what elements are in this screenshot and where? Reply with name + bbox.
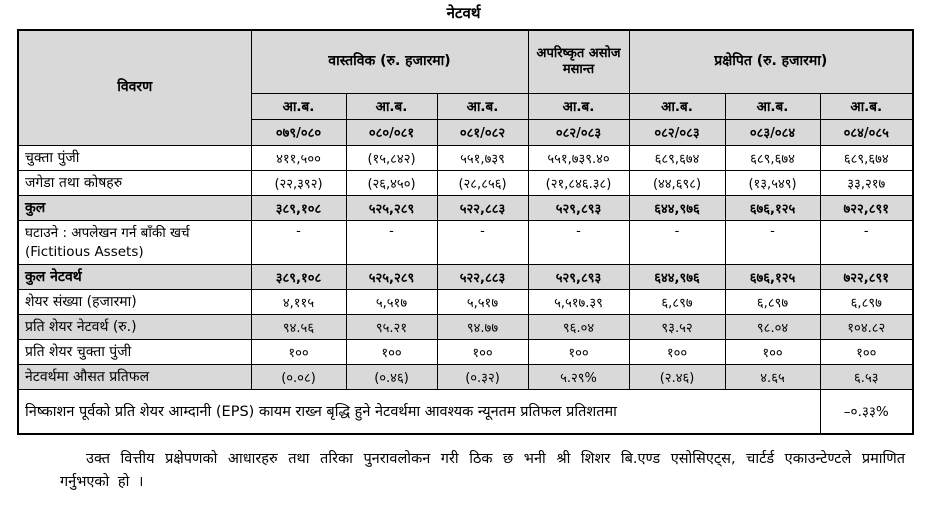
cell: (२२,३९२) bbox=[251, 170, 346, 195]
fy-label: आ.ब. bbox=[725, 93, 820, 119]
cell: १०० bbox=[725, 339, 820, 364]
cell: ५२५,२८९ bbox=[346, 264, 437, 289]
cell: - bbox=[629, 220, 725, 264]
table-header bbox=[18, 30, 913, 145]
row-label: कुल bbox=[18, 195, 251, 220]
cell: ५,५१७ bbox=[346, 289, 437, 314]
row-label: शेयर संख्या (हजारमा) bbox=[18, 289, 251, 314]
cell: ५,५१७ bbox=[437, 289, 528, 314]
cell: १०० bbox=[437, 339, 528, 364]
cell: ९५.२१ bbox=[346, 314, 437, 339]
fy-year: ०७९/०८० bbox=[251, 119, 346, 145]
cell: ४११,५०० bbox=[251, 145, 346, 170]
cell: (४४,६९८) bbox=[629, 170, 725, 195]
cell: ७२२,८९१ bbox=[820, 264, 913, 289]
table-row-reserves bbox=[18, 170, 913, 195]
cell: ५२२,८८३ bbox=[437, 264, 528, 289]
cell: - bbox=[251, 220, 346, 264]
row-label: कुल नेटवर्थ bbox=[18, 264, 251, 289]
cell: (०.३२) bbox=[437, 364, 528, 389]
networth-table bbox=[17, 29, 914, 435]
column-group-unaudited: अपरिष्कृत असोज मसान्त bbox=[528, 30, 629, 93]
cell: ३८९,१०८ bbox=[251, 195, 346, 220]
fy-year: ०८२/०८३ bbox=[528, 119, 629, 145]
cell: (०.४६) bbox=[346, 364, 437, 389]
cell: ६.५३ bbox=[820, 364, 913, 389]
cell: ९४.७७ bbox=[437, 314, 528, 339]
cell: ४,११५ bbox=[251, 289, 346, 314]
fy-label: आ.ब. bbox=[346, 93, 437, 119]
cell: ५२९,८९३ bbox=[528, 195, 629, 220]
fy-year: ०८२/०८३ bbox=[629, 119, 725, 145]
cell: ५,५१७.३९ bbox=[528, 289, 629, 314]
cell: ६४४,९७६ bbox=[629, 195, 725, 220]
fy-label: आ.ब. bbox=[437, 93, 528, 119]
cell: (२६,४५०) bbox=[346, 170, 437, 195]
row-label: जगेडा तथा कोषहरु bbox=[18, 170, 251, 195]
cell: १०० bbox=[629, 339, 725, 364]
cell: (२.४६) bbox=[629, 364, 725, 389]
table-row-total-networth bbox=[18, 264, 913, 289]
fy-label: आ.ब. bbox=[251, 93, 346, 119]
row-label: प्रति शेयर चुक्ता पुंजी bbox=[18, 339, 251, 364]
cell: १०० bbox=[528, 339, 629, 364]
cell: १०० bbox=[820, 339, 913, 364]
cell: ६८९,६७४ bbox=[725, 145, 820, 170]
table-row-fictitious-assets bbox=[18, 220, 913, 264]
cell: ९३.५२ bbox=[629, 314, 725, 339]
cell: १०० bbox=[251, 339, 346, 364]
cell: ६८९,६७४ bbox=[820, 145, 913, 170]
table-row-networth-per-share bbox=[18, 314, 913, 339]
cell: ६,८९७ bbox=[820, 289, 913, 314]
table-row-eps-requirement bbox=[18, 389, 913, 434]
cell: ५२२,८८३ bbox=[437, 195, 528, 220]
row-label: प्रति शेयर नेटवर्थ (रु.) bbox=[18, 314, 251, 339]
fy-label: आ.ब. bbox=[629, 93, 725, 119]
cell: (१५,८४२) bbox=[346, 145, 437, 170]
cell: - bbox=[820, 220, 913, 264]
fy-year: ०८१/०८२ bbox=[437, 119, 528, 145]
cell: ३३,२१७ bbox=[820, 170, 913, 195]
row-label: घटाउने : अपलेखन गर्न बाँकी खर्च (Fictitious Assets) bbox=[18, 220, 251, 264]
cell: ६,८९७ bbox=[629, 289, 725, 314]
cell: ९८.०४ bbox=[725, 314, 820, 339]
cell: - bbox=[437, 220, 528, 264]
cell: ७२२,८९१ bbox=[820, 195, 913, 220]
table-row-paidup-per-share bbox=[18, 339, 913, 364]
cell: (२१,८४६.३८) bbox=[528, 170, 629, 195]
cell: ५२५,२८९ bbox=[346, 195, 437, 220]
cell: ५२९,८९३ bbox=[528, 264, 629, 289]
column-group-projected: प्रक्षेपित (रु. हजारमा) bbox=[629, 30, 913, 93]
cell: ३८९,१०८ bbox=[251, 264, 346, 289]
fy-year: ०८४/०८५ bbox=[820, 119, 913, 145]
row-label: नेटवर्थमा औसत प्रतिफल bbox=[18, 364, 251, 389]
column-header-details: विवरण bbox=[18, 30, 251, 145]
cell: ९४.५६ bbox=[251, 314, 346, 339]
eps-requirement-value: –०.३३% bbox=[820, 389, 913, 434]
fy-year: ०८०/०८१ bbox=[346, 119, 437, 145]
cell: ९६.०४ bbox=[528, 314, 629, 339]
fy-year: ०८३/०८४ bbox=[725, 119, 820, 145]
fy-label: आ.ब. bbox=[528, 93, 629, 119]
cell: ५५१,७३९.४० bbox=[528, 145, 629, 170]
table-row-average-return bbox=[18, 364, 913, 389]
cell: - bbox=[346, 220, 437, 264]
fy-label: आ.ब. bbox=[820, 93, 913, 119]
eps-requirement-label: निष्काशन पूर्वको प्रति शेयर आम्दानी (EPS) कायम राख्न बृद्धि हुने नेटवर्थमा आवश्यक न्यूनतम प्रतिफल प्रतिशतमा bbox=[18, 389, 820, 434]
cell: (१३,५४९) bbox=[725, 170, 820, 195]
cell: ५५१,७३९ bbox=[437, 145, 528, 170]
cell: - bbox=[725, 220, 820, 264]
page-title: नेटवर्थ bbox=[446, 4, 481, 22]
cell: (२८,८५६) bbox=[437, 170, 528, 195]
table-row-share-count bbox=[18, 289, 913, 314]
row-label: चुक्ता पुंजी bbox=[18, 145, 251, 170]
cell: ४.६५ bbox=[725, 364, 820, 389]
table-row-paidup-capital bbox=[18, 145, 913, 170]
cell: - bbox=[528, 220, 629, 264]
cell: ५.२९% bbox=[528, 364, 629, 389]
cell: १०० bbox=[346, 339, 437, 364]
cell: ६४४,९७६ bbox=[629, 264, 725, 289]
cell: ६७६,१२५ bbox=[725, 195, 820, 220]
cell: ६,८९७ bbox=[725, 289, 820, 314]
cell: ६८९,६७४ bbox=[629, 145, 725, 170]
column-group-actual: वास्तविक (रु. हजारमा) bbox=[251, 30, 528, 93]
cell: (०.०८) bbox=[251, 364, 346, 389]
table-row-total bbox=[18, 195, 913, 220]
cell: १०४.८२ bbox=[820, 314, 913, 339]
certification-footnote: उक्त वित्तीय प्रक्षेपणको आधारहरु तथा तरिका पुनरावलोकन गरी ठिक छ भनी श्री शिशर बि.एण्ड एसोसिएट्स, चार्टर्ड एकाउन्टेण्टले प्रमाणित गर्नुभएको हो । bbox=[60, 451, 905, 490]
cell: ६७६,१२५ bbox=[725, 264, 820, 289]
